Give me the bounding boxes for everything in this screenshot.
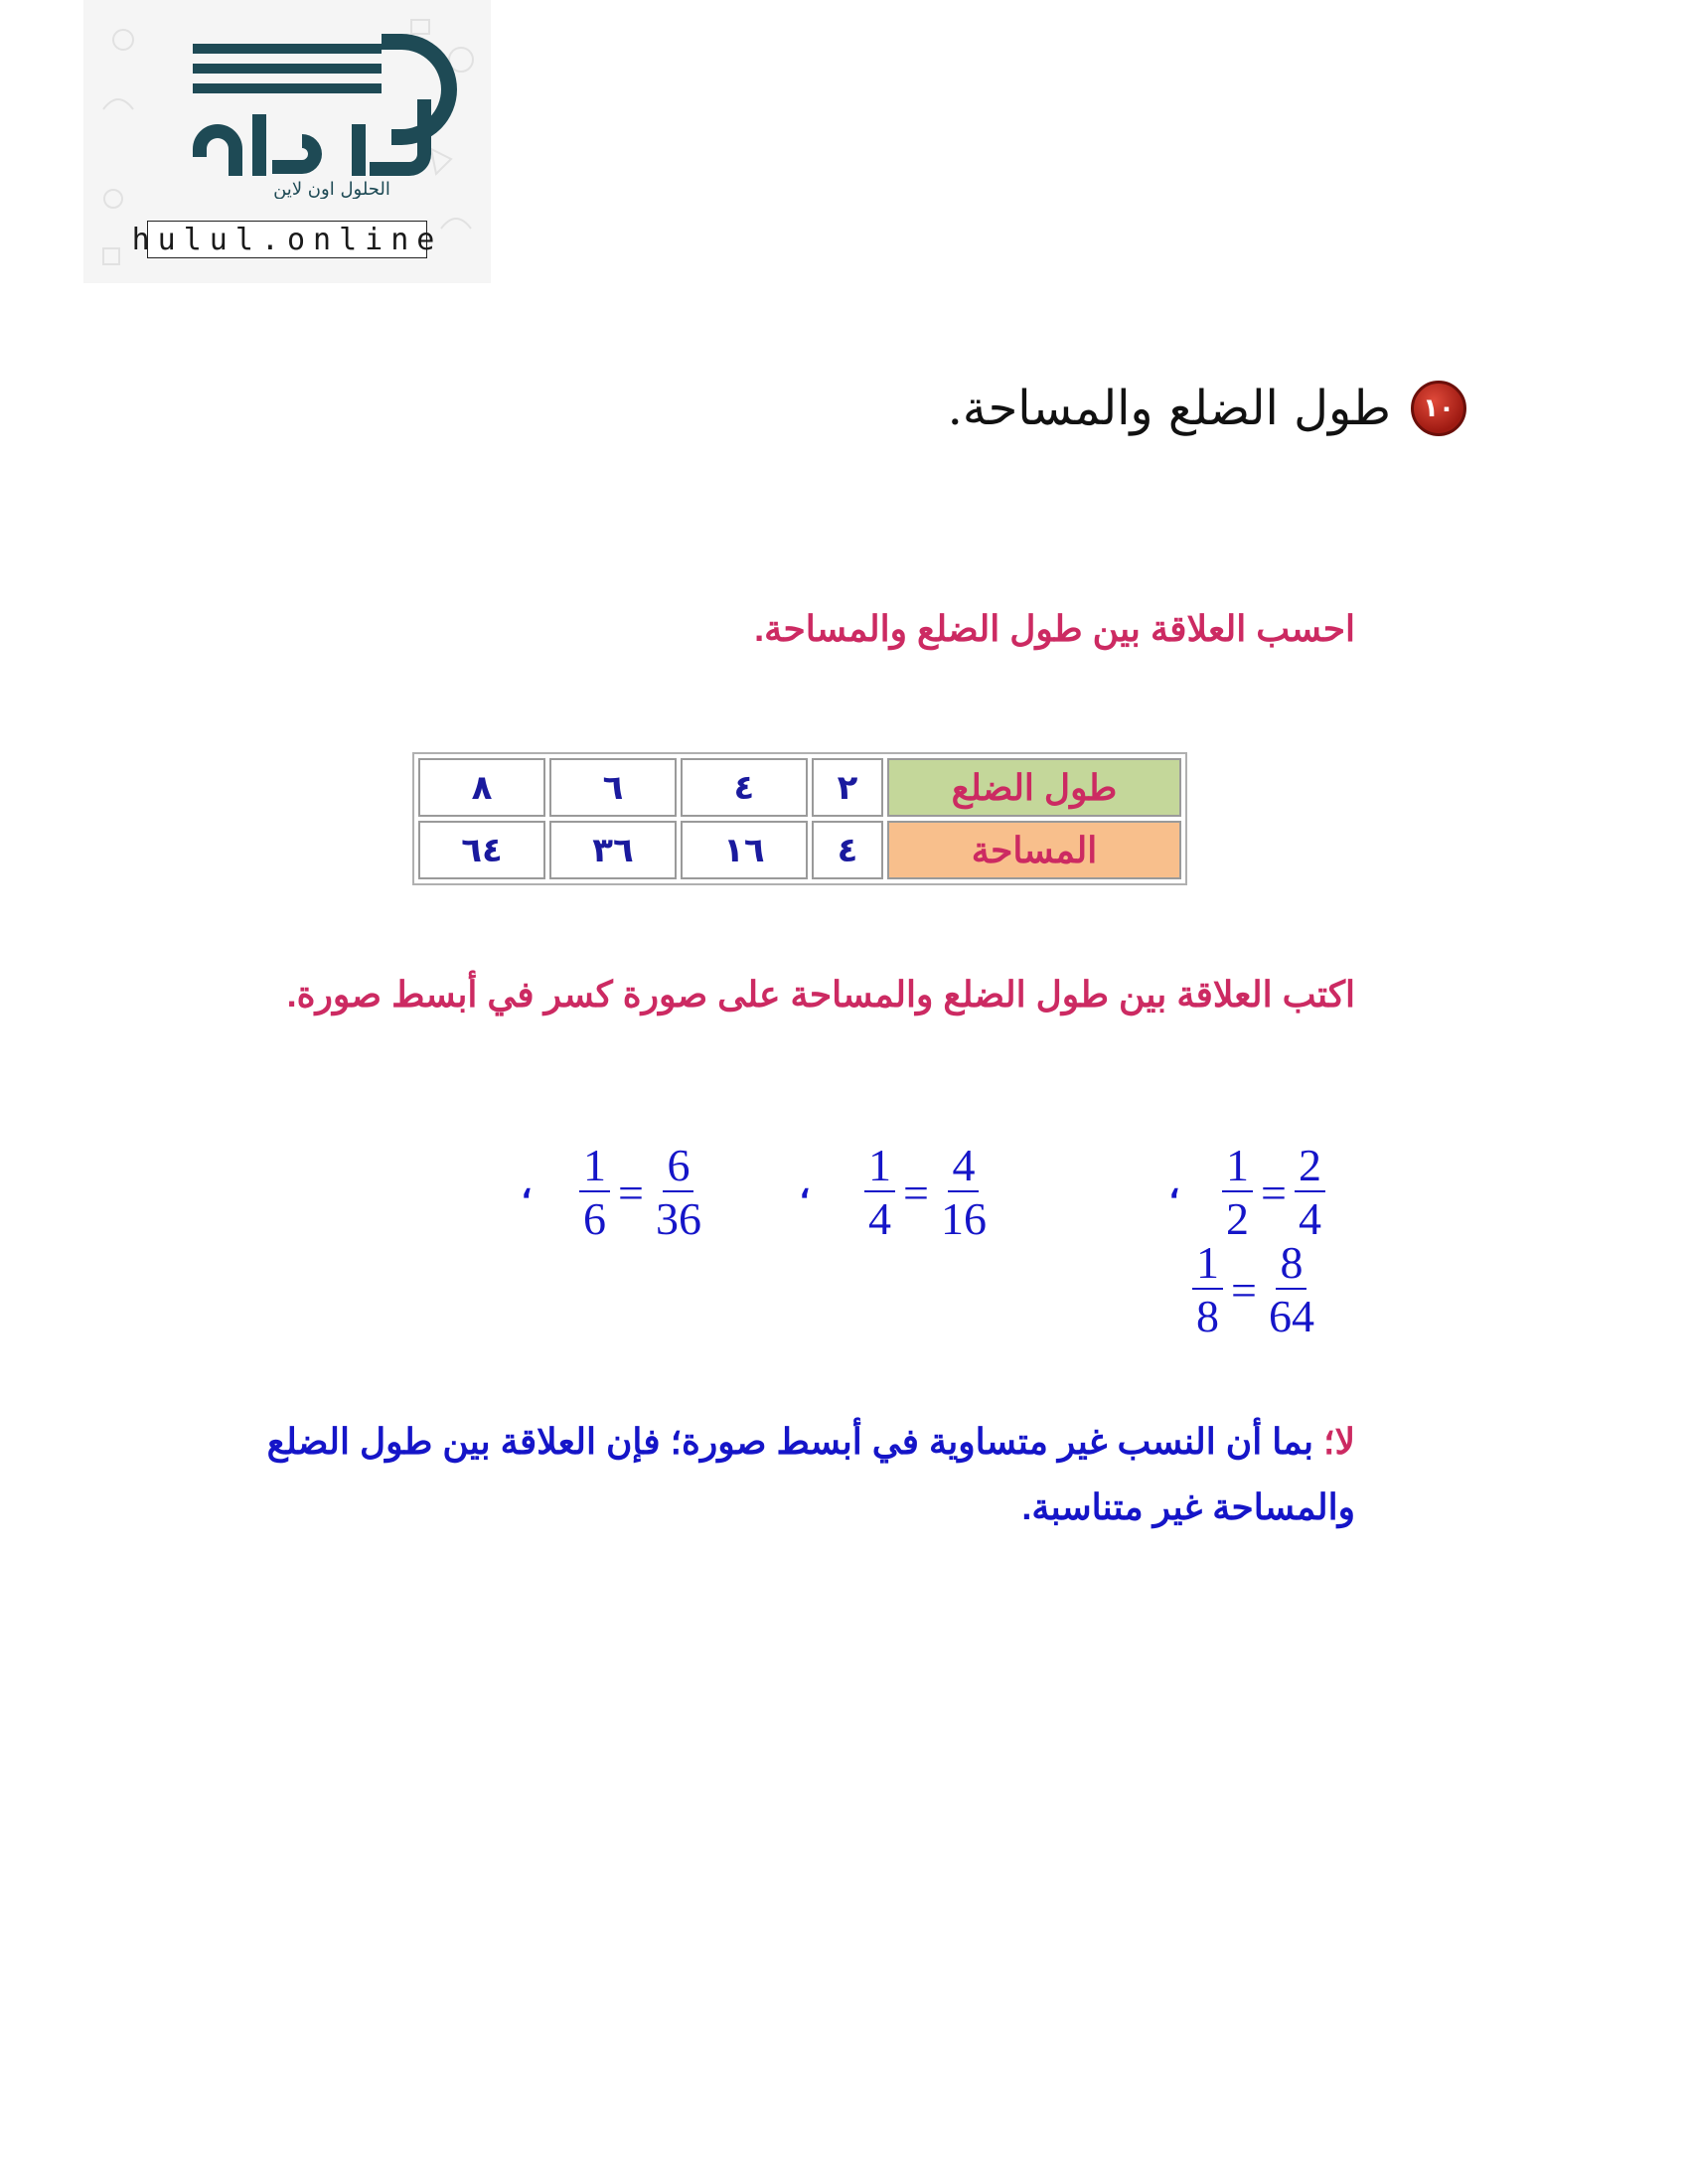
instruction-calculate: احسب العلاقة بين طول الضلع والمساحة. [754,608,1355,649]
table-cell: ٤ [681,758,808,817]
hulul-logo [83,0,491,283]
table-cell: ٢ [812,758,883,817]
table-row-area [418,821,1181,879]
table-cell: ١٦ [681,821,808,879]
table-cell: ٨ [418,758,545,817]
row-header-side-length: طول الضلع [887,758,1181,817]
fraction-equation: $\frac{1}{2}$ = $\frac{2}{4}$ [1222,1143,1325,1242]
fraction-equation: $\frac{1}{6}$ = $\frac{6}{36}$ [579,1143,705,1242]
table-cell: ٣٦ [549,821,677,879]
side-area-table [412,752,1187,885]
logo-url: hulul.online [131,222,443,257]
table-row-side-length [418,758,1181,817]
logo-tagline: الحلول اون لاين [273,179,390,199]
hulul-logo-mark [183,30,481,199]
table-cell: ٤ [812,821,883,879]
answer-body: بما أن النسب غير متساوية في أبسط صورة؛ فإن العلاقة بين طول الضلع والمساحة غير متناسبة. [266,1421,1355,1527]
question-title: طول الضلع والمساحة. [947,381,1391,436]
row-header-area: المساحة [887,821,1181,879]
fraction-equation: $\frac{1}{8}$ = $\frac{8}{64}$ [1192,1240,1318,1339]
separator-comma: ، [799,1165,811,1205]
table-cell: ٦ [549,758,677,817]
separator-comma: ، [521,1165,533,1205]
answer-text [232,1409,1355,1540]
question-heading [948,381,1466,436]
fraction-equation: $\frac{1}{4}$ = $\frac{4}{16}$ [864,1143,991,1242]
answer-lead: لا؛ [1323,1421,1355,1462]
table-cell: ٦٤ [418,821,545,879]
instruction-write-fraction: اكتب العلاقة بين طول الضلع والمساحة على صورة كسر في أبسط صورة. [286,974,1355,1014]
question-number-badge: ١٠ [1411,381,1466,436]
separator-comma: ، [1168,1165,1180,1205]
